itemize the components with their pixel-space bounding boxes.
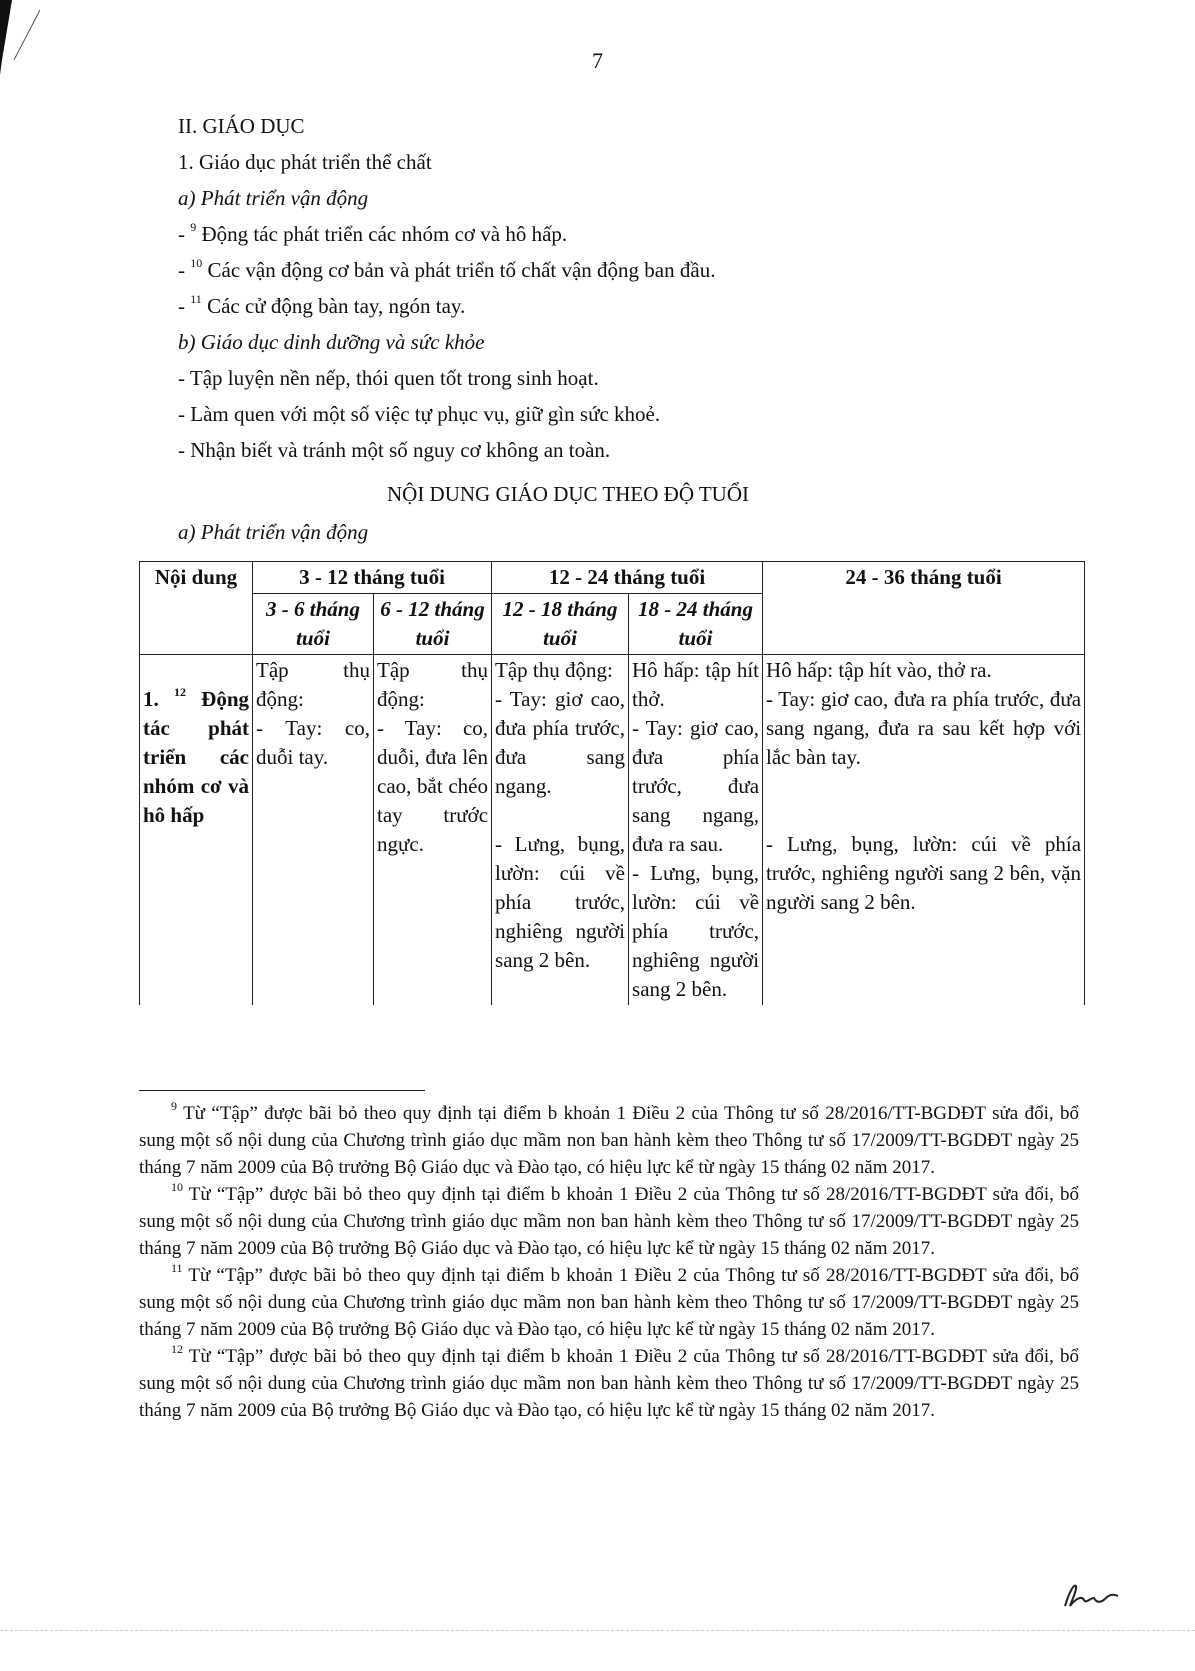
signature-initials [1062,1580,1122,1610]
part-b-item: - Làm quen với một số việc tự phục vụ, giữ gìn sức khoẻ. [178,402,661,426]
header-3-6: 3 - 6 tháng tuổi [253,594,374,655]
footnote-divider [139,1090,425,1091]
footnotes [139,1100,1079,1424]
header-6-12: 6 - 12 tháng tuổi [374,594,492,655]
row-label: 1. $^{12}$ Động tác phát triển các nhóm cơ và hô hấp [143,685,250,827]
header-24-36: 24 - 36 tháng tuổi [763,562,1085,655]
part-a-item-text: Các cử động bàn tay, ngón tay. [207,294,466,318]
part-a-item: - $^9$ Động tác phát triển các nhóm cơ và hô hấp. [178,220,568,246]
footnote-ref[interactable]: 11 [190,292,202,306]
part-a-item-text: Động tác phát triển các nhóm cơ và hô hấp. [201,222,568,246]
header-group-12-24: 12 - 24 tháng tuổi [492,562,763,594]
header-12-18: 12 - 18 tháng tuổi [492,594,629,655]
part-a-title: a) Phát triển vận động [178,186,369,210]
cell-6-12: Tập thụ động: - Tay: co, duỗi, đưa lên cao, bắt chéo tay trước ngực. [374,655,492,1006]
page-number: 7 [592,48,603,73]
cell-24-36: Hô hấp: tập hít vào, thở ra. - Tay: giơ cao, đưa ra phía trước, đưa sang ngang, đưa ra sau kết hợp với lắc bàn tay. - Lưng, bụng, lườn: cúi về phía trước, nghiêng người sang 2 bên, vặn người sang 2 bên. [763,655,1085,1006]
part-a-item-text: Các vận động cơ bản và phát triển tố chất vận động ban đầu. [207,258,716,282]
footnote-ref[interactable]: 9 [190,220,197,234]
age-content-heading: NỘI DUNG GIÁO DỤC THEO ĐỘ TUỔI [386,482,750,506]
cell-12-18: Tập thụ động: - Tay: giơ cao, đưa phía trước, đưa sang ngang. - Lưng, bụng, lườn: cúi về phía trước, nghiêng người sang 2 bên. [492,655,629,1006]
part-a-item: - $^{11}$ Các cử động bàn tay, ngón tay. [178,292,466,318]
section-heading: II. GIÁO DỤC [178,114,305,138]
footnote: $^{12}$ Từ “Tập” được bãi bỏ theo quy định tại điểm b khoản 1 Điều 2 của Thông tư số 28/2016/TT-BGDĐT sửa đổi, bổ sung một số nội dung của Chương trình giáo dục mầm non ban hành kèm theo Thông tư số 17/2009/TT-BGDĐT ngày 25 tháng 7 năm 2009 của Bộ trưởng Bộ Giáo dục và Đào tạo, có hiệu lực kể từ ngày 15 tháng 02 năm 2017. [139,1341,1079,1421]
footnote: $^9$ Từ “Tập” được bãi bỏ theo quy định tại điểm b khoản 1 Điều 2 của Thông tư số 28/2016/TT-BGDĐT sửa đổi, bổ sung một số nội dung của Chương trình giáo dục mầm non ban hành kèm theo Thông tư số 17/2009/TT-BGDĐT ngày 25 tháng 7 năm 2009 của Bộ trưởng Bộ Giáo dục và Đào tạo, có hiệu lực kể từ ngày 15 tháng 02 năm 2017. [139,1098,1079,1178]
table-row [140,655,1085,1006]
table-caption: a) Phát triển vận động [178,520,369,544]
footnote-ref[interactable]: 10 [190,256,203,270]
header-group-3-12: 3 - 12 tháng tuổi [253,562,492,594]
part-b-title: b) Giáo dục dinh dưỡng và sức khỏe [178,330,485,354]
row-label-cell [140,655,253,1006]
section-subheading: 1. Giáo dục phát triển thể chất [178,150,432,174]
row-label-text: Động tác phát triển các nhóm cơ và hô hấp [143,687,250,827]
scan-bottom-edge [0,1630,1195,1631]
header-18-24: 18 - 24 tháng tuổi [629,594,763,655]
cell-18-24: Hô hấp: tập hít thở. - Tay: giơ cao, đưa phía trước, đưa sang ngang, đưa ra sau. - Lưng, bụng, lườn: cúi về phía trước, nghiêng người sang 2 bên. [629,655,763,1006]
cell-3-6: Tập thụ động: - Tay: co, duỗi tay. [253,655,374,1006]
footnote: $^{10}$ Từ “Tập” được bãi bỏ theo quy định tại điểm b khoản 1 Điều 2 của Thông tư số 28/2016/TT-BGDĐT sửa đổi, bổ sung một số nội dung của Chương trình giáo dục mầm non ban hành kèm theo Thông tư số 17/2009/TT-BGDĐT ngày 25 tháng 7 năm 2009 của Bộ trưởng Bộ Giáo dục và Đào tạo, có hiệu lực kể từ ngày 15 tháng 02 năm 2017. [139,1179,1079,1259]
part-b-item: - Nhận biết và tránh một số nguy cơ không an toàn. [178,438,611,462]
age-content-table [139,561,1085,1005]
part-b-item: - Tập luyện nền nếp, thói quen tốt trong sinh hoạt. [178,366,599,390]
footnote-ref[interactable]: 12 [173,685,186,699]
section-body [178,108,1108,550]
footnote: $^{11}$ Từ “Tập” được bãi bỏ theo quy định tại điểm b khoản 1 Điều 2 của Thông tư số 28/2016/TT-BGDĐT sửa đổi, bổ sung một số nội dung của Chương trình giáo dục mầm non ban hành kèm theo Thông tư số 17/2009/TT-BGDĐT ngày 25 tháng 7 năm 2009 của Bộ trưởng Bộ Giáo dục và Đào tạo, có hiệu lực kể từ ngày 15 tháng 02 năm 2017. [139,1260,1079,1340]
part-a-item: - $^{10}$ Các vận động cơ bản và phát triển tố chất vận động ban đầu. [178,256,716,282]
header-content: Nội dung [140,562,253,655]
table-header-row [140,562,1085,594]
scan-edge-mark [0,0,40,90]
